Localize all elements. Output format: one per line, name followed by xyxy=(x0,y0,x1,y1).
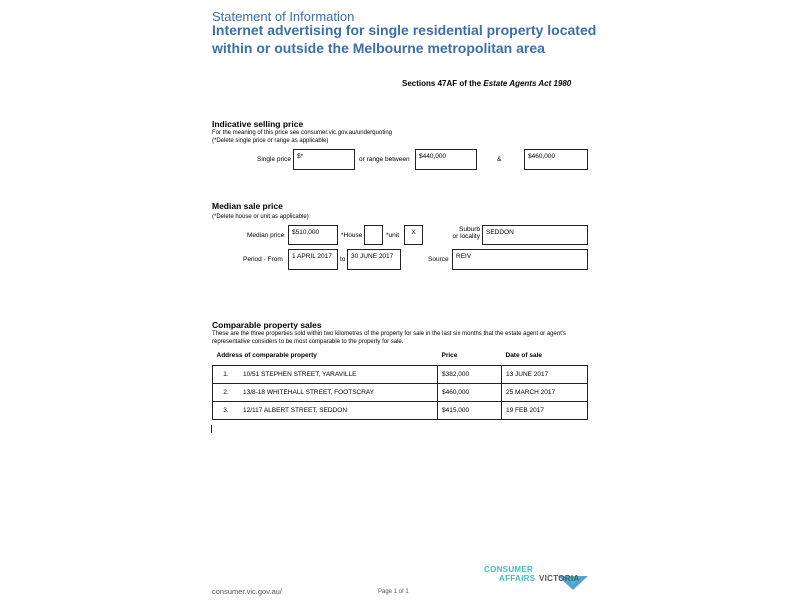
logo-line-1: CONSUMER xyxy=(484,565,534,574)
sections-prefix: Sections 47AF of the xyxy=(402,79,484,88)
indicative-note-1: For the meaning of this price see consumer.vic.gov.au/underquoting xyxy=(212,130,392,136)
median-price-label: Median price xyxy=(247,232,285,239)
period-to-label: to xyxy=(340,256,346,263)
range-high-field[interactable]: $460,000 xyxy=(524,149,588,170)
suburb-field[interactable]: SEDDON xyxy=(482,225,588,245)
row-date[interactable]: 13 JUNE 2017 xyxy=(502,366,588,384)
indicative-heading: Indicative selling price xyxy=(212,119,304,129)
range-label: or range between xyxy=(359,156,410,163)
indicative-note-2: (*Delete single price or range as applicable) xyxy=(212,138,329,144)
table-row xyxy=(213,384,588,402)
source-field[interactable]: REIV xyxy=(452,249,588,270)
row-date[interactable]: 19 FEB 2017 xyxy=(502,402,588,420)
period-from-field[interactable]: 1 APRIL 2017 xyxy=(288,249,338,270)
logo-line-2b: VICTORIA xyxy=(539,574,580,583)
row-date[interactable]: 25 MARCH 2017 xyxy=(502,384,588,402)
table-row xyxy=(213,402,588,420)
period-from-label: Period - From xyxy=(243,256,283,263)
sections-reference xyxy=(402,79,571,88)
column-price: Price xyxy=(441,352,458,359)
house-label: *House xyxy=(341,232,363,239)
row-number: 3. xyxy=(213,402,240,420)
unit-label: *unit xyxy=(386,232,400,239)
page-number: Page 1 of 1 xyxy=(378,589,409,595)
document-kicker: Statement of Information xyxy=(212,9,355,24)
suburb-label-line-2: or locality xyxy=(452,233,480,240)
row-number: 2. xyxy=(213,384,240,402)
comparable-sales-table xyxy=(212,352,588,420)
text-cursor xyxy=(211,425,212,433)
row-address[interactable]: 10/51 STEPHEN STREET, YARAVILLE xyxy=(239,366,438,384)
unit-field[interactable]: X xyxy=(404,225,423,245)
row-price[interactable]: $382,000 xyxy=(438,366,502,384)
column-date: Date of sale xyxy=(505,352,542,359)
table-row xyxy=(213,366,588,384)
median-heading: Median sale price xyxy=(212,201,283,211)
footer-url[interactable]: consumer.vic.gov.au/ xyxy=(212,587,282,596)
row-price[interactable]: $415,000 xyxy=(438,402,502,420)
column-address: Address of comparable property xyxy=(216,352,317,359)
table-header-row xyxy=(213,352,588,366)
range-ampersand: & xyxy=(497,156,502,163)
logo-line-2a: AFFAIRS xyxy=(499,574,536,583)
comparable-heading: Comparable property sales xyxy=(212,320,322,330)
single-price-field[interactable]: $* xyxy=(293,149,355,170)
row-address[interactable]: 12/117 ALBERT STREET, SEDDON xyxy=(239,402,438,420)
act-name: Estate Agents Act 1980 xyxy=(483,79,572,88)
median-price-field[interactable]: $510,000 xyxy=(288,225,338,245)
source-label: Source xyxy=(428,256,449,263)
row-address[interactable]: 13/8-18 WHITEHALL STREET, FOOTSCRAY xyxy=(239,384,438,402)
period-to-field[interactable]: 30 JUNE 2017 xyxy=(347,249,401,270)
suburb-label-line-1: Suburb xyxy=(459,226,480,233)
row-price[interactable]: $460,000 xyxy=(438,384,502,402)
house-field[interactable] xyxy=(364,225,383,245)
range-low-field[interactable]: $440,000 xyxy=(415,149,477,170)
document-title: Internet advertising for single residential property located within or outside the Melbourne metropolitan area xyxy=(212,22,597,56)
comparable-description: These are the three properties sold within two kilometres of the property for sale in the last six months that the estate agent or agent's representative considers to be most comparable to the property for sale. xyxy=(212,331,566,345)
median-note: (*Delete house or unit as applicable) xyxy=(212,214,309,220)
consumer-affairs-victoria-logo xyxy=(484,564,594,590)
suburb-label xyxy=(441,226,480,240)
row-number: 1. xyxy=(213,366,240,384)
single-price-label: Single price xyxy=(257,156,291,163)
